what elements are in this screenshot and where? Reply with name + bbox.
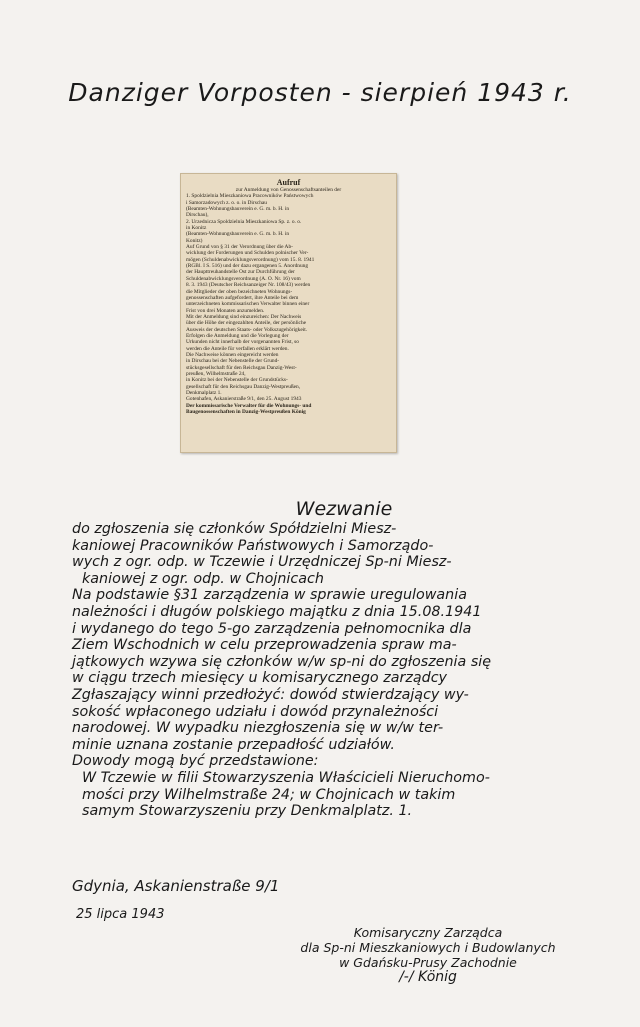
transcript-line: W Tczewie w filii Stowarzyszenia Właścicieli Nieruchomo- <box>82 769 490 786</box>
clipping-line: (Beamten-Wohnungsbauverein e. G. m. b. H. in <box>186 206 290 213</box>
clipping-line: Der kommissarische Verwalter für die Wohnungs- und <box>186 402 312 409</box>
clipping-line: preußen, Wilhelmstraße 24, <box>186 370 246 377</box>
transcript-line: do zgłoszenia się członków Spółdzielni Miesz- <box>72 521 397 537</box>
clipping-line: in Dirschau bei der Nebenstelle der Grund- <box>186 358 280 365</box>
transcript-line: wych z ogr. odp. w Tczewie i Urzędniczej Sp-ni Miesz- <box>72 554 452 571</box>
transcript-line: narodowej. W wypadku niezgłoszenia się w w/w ter- <box>72 720 444 737</box>
transcript-line: mości przy Wilhelmstraße 24; w Chojnicach w takim <box>82 786 456 803</box>
clipping-line: (RGBl. I S. 516) und der dazu ergangenen 5. Anordnung <box>186 263 309 270</box>
clipping-line: Mit der Anmeldung sind einzureichen: Der Nachweis <box>186 313 302 320</box>
clipping-line: wicklung der Forderungen und Schulden polnischer Ver- <box>186 250 309 257</box>
clipping-line: in Konitz <box>186 225 207 232</box>
clipping-line: 2. Urzednicza Spoldzielnia Mieszkaniowa Sp. z. o. o. <box>186 218 302 225</box>
signature-line-region: w Gdańsku-Prusy Zachodnie <box>339 955 517 970</box>
transcript-line: należności i długów polskiego majątku z dnia 15.08.1941 <box>72 603 482 620</box>
clipping-line: unterzeichneten kommissarischen Verwalter binnen einer <box>186 301 310 308</box>
transcript-line: samym Stowarzyszeniu przy Denkmalplatz. 1. <box>82 803 413 820</box>
clipping-line: Dirschau), <box>186 212 209 219</box>
clipping-line: Urkunden nicht innerhalb der vorgenannten Frist, so <box>186 339 299 346</box>
transcript-line: kaniowej z ogr. odp. w Chojnicach <box>82 570 324 587</box>
clipping-line: über die Höhe der eingezahlten Anteile, der persönliche <box>186 320 307 327</box>
clipping-line: Erfolgen die Anmeldung und die Vorlegung der <box>186 332 289 339</box>
clipping-line: werden die Anteile für verfallen erklärt werden. <box>186 345 289 352</box>
clipping-line: Baugenossenschaften in Danzig-Westpreußen König <box>186 409 306 416</box>
transcript-line: kaniowej Pracowników Państwowych i Samorządo- <box>72 537 434 554</box>
transcript-line: i wydanego do tego 5-go zarządzenia pełnomocnika dla <box>72 620 472 637</box>
signature-name: /-/ König <box>399 969 457 985</box>
date-line: 25 lipca 1943 <box>76 907 165 922</box>
clipping-line: (Beamten-Wohnungsbauverein e. G. m. b. H. in <box>186 231 290 238</box>
clipping-line: Konitz) <box>186 237 203 244</box>
clipping-line: gesellschaft für den Reichsgau Danzig-Westpreußen, <box>186 383 301 390</box>
transcript-line: jątkowych wzywa się członków w/w sp-ni do zgłoszenia się <box>72 653 492 670</box>
clipping-line: genossenschaften aufgefordert, ihre Anteile bei dem <box>186 294 299 301</box>
transcript-line: Ziem Wschodnich w celu przeprowadzenia spraw ma- <box>72 637 457 654</box>
transcript-line: w ciągu trzech miesięcy u komisarycznego zarządcy <box>72 670 448 687</box>
clipping-line: die Mitglieder der oben bezeichneten Wohnungs- <box>186 288 293 295</box>
clipping-line: Frist von drei Monaten anzumelden. <box>186 307 265 314</box>
clipping-line: Schuldenabwicklungsverordnung (A. O. Nr. 16) vom <box>186 275 301 282</box>
clipping-line: Auf Grund von § 31 der Verordnung über die Ab- <box>186 244 293 251</box>
transcript-line: Na podstawie §31 zarządzenia w sprawie uregulowania <box>72 587 467 604</box>
clipping-line: 8. 3. 1943 (Deutscher Reichsanzeiger Nr. 108/43) werden <box>186 282 311 289</box>
place-line: Gdynia, Askanienstraße 9/1 <box>72 877 280 895</box>
page-heading: Danziger Vorposten - sierpień 1943 r. <box>68 78 572 107</box>
clipping-line: Gotenhafen, Askanierstraße 9/1, den 25. August 1943 <box>186 396 302 403</box>
newspaper-clipping <box>180 173 397 453</box>
transcript-line: Dowody mogą być przedstawione: <box>72 753 319 770</box>
transcript-line: minie uznana zostanie przepadłość udziałów. <box>72 736 395 753</box>
clipping-line: Die Nachweise können eingereicht werden <box>186 351 279 358</box>
signature-block <box>278 925 578 985</box>
clipping-line: 1. Spoldzielnia Mieszkaniowa Pracowników Państwowych <box>186 193 314 200</box>
clipping-line: stücksgesellschaft für den Reichsgau Danzig-West- <box>186 364 297 371</box>
clipping-line: zur Anmeldung von Genossenschaftsanteilen der <box>235 187 342 193</box>
transcript-title: Wezwanie <box>295 498 393 520</box>
clipping-line: der Haupttreuhandstelle Ost zur Durchführung der <box>186 269 295 276</box>
signature-line-title: Komisaryczny Zarządca <box>353 925 503 940</box>
clipping-line: Ausweis der deutschen Staats- oder Volkszugehörigkeit. <box>186 326 308 333</box>
handwritten-transcript <box>72 497 628 820</box>
transcript-line: sokość wpłaconego udziału i dowód przynależności <box>72 703 439 720</box>
signature-line-body: dla Sp-ni Mieszkaniowych i Budowlanych <box>300 940 556 955</box>
transcript-line: Zgłaszający winni przedłożyć: dowód stwierdzający wy- <box>72 686 469 703</box>
clipping-title: Aufruf <box>276 178 301 187</box>
clipping-line: mögen (Schuldenabwicklungsverordnung) vom 15. 8. 1941 <box>186 256 315 263</box>
clipping-line: in Konitz bei der Nebenstelle der Grundstücks- <box>186 377 288 384</box>
clipping-line: Denkmalplatz 1. <box>186 390 222 396</box>
clipping-line: i Samorzadowych z. o. o. in Dirschau <box>186 199 267 206</box>
